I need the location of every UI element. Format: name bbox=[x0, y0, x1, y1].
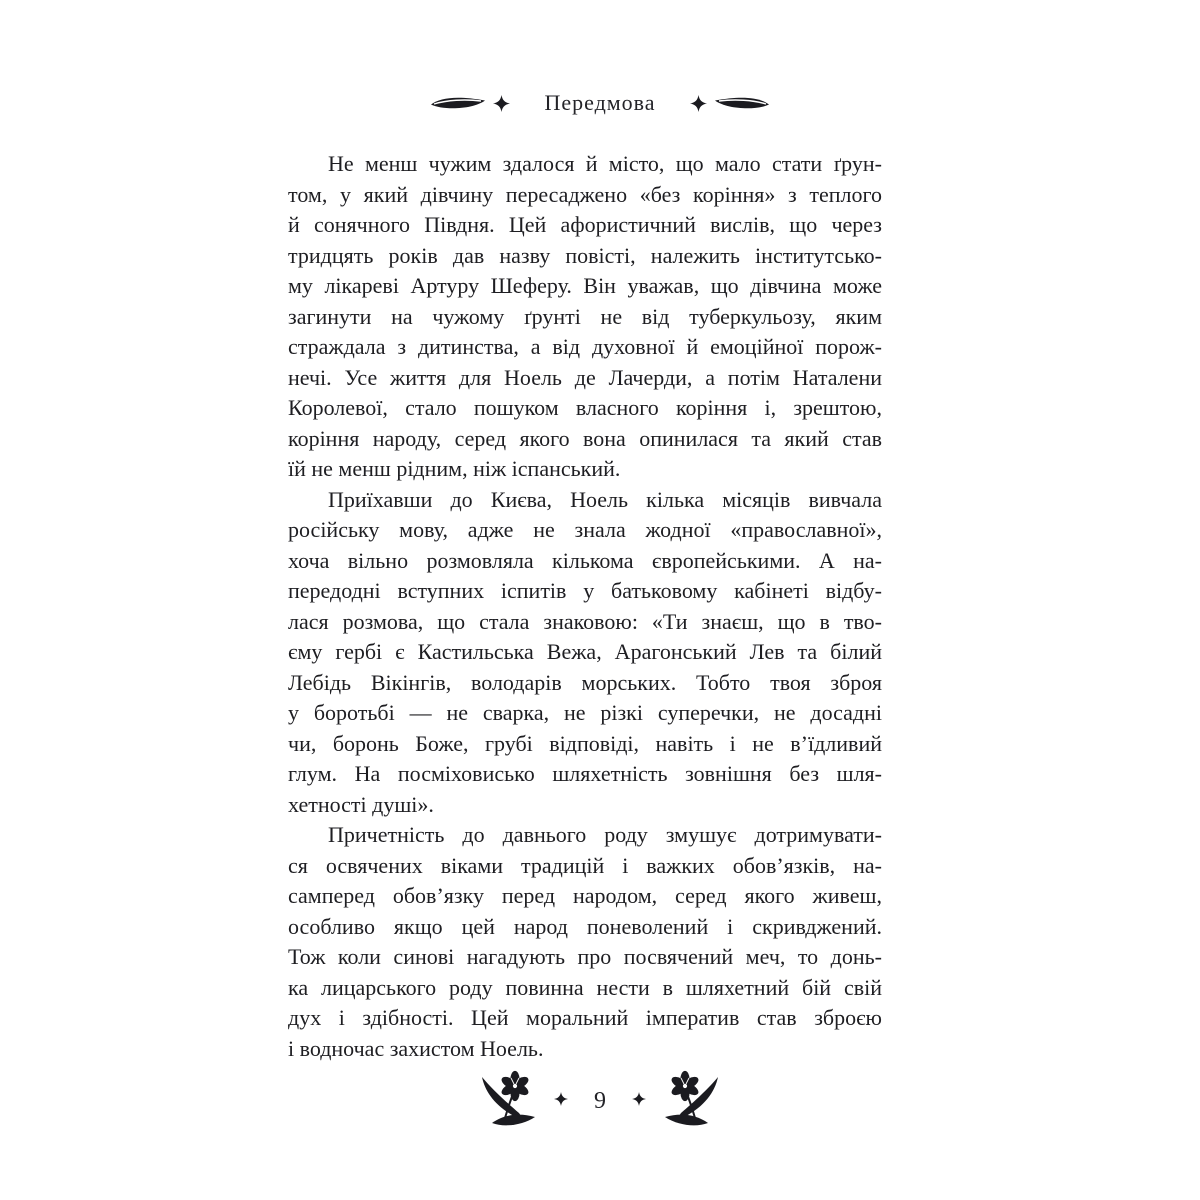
floral-spray-icon bbox=[475, 1070, 545, 1134]
text-line: чи, боронь Боже, грубі відповіді, навіть і не в’їдливий bbox=[288, 730, 882, 756]
text-line: Не менш чужим здалося й місто, що мало стати ґрун- bbox=[328, 151, 882, 176]
text-line: дух і здібності. Цей моральний імператив став зброєю bbox=[288, 1005, 882, 1030]
text-line: хоча вільно розмовляла кількома європейськими. А на- bbox=[288, 547, 882, 573]
text-line: лася розмова, що стала знаковою: «Ти знаєш, що в тво- bbox=[288, 608, 882, 634]
leaf-flourish-icon bbox=[430, 95, 486, 112]
text-line: їй не менш рідним, ніж іспанський. bbox=[288, 456, 621, 481]
chapter-title: Передмова bbox=[544, 90, 656, 115]
text-line: му лікареві Артуру Шеферу. Він уважав, що дівчина може bbox=[288, 273, 882, 298]
leaf-flourish-icon bbox=[714, 95, 770, 112]
text-line: самперед обов’язку перед народом, серед якого живеш, bbox=[288, 883, 882, 908]
paragraph bbox=[288, 149, 882, 485]
text-line: загинути на чужому ґрунті не від туберкульозу, яким bbox=[288, 303, 882, 329]
text-line: передодні вступних іспитів у батьковому кабінеті відбу- bbox=[288, 578, 882, 603]
body-text bbox=[288, 149, 882, 1064]
text-line: страждала з дитинства, а від духовної й емоційної порож- bbox=[288, 334, 882, 359]
text-line: особливо якщо цей народ поневолений і скривджений. bbox=[288, 913, 882, 939]
text-line: Приїхавши до Києва, Ноель кілька місяців вивчала bbox=[328, 486, 882, 512]
four-pointed-star-icon bbox=[690, 95, 707, 112]
four-pointed-star-icon bbox=[493, 95, 510, 112]
text-line: Причетність до давнього роду змушує дотримувати- bbox=[328, 822, 882, 847]
text-line: глум. На посміховисько шляхетність зовнішня без шля- bbox=[288, 761, 882, 786]
page-footer bbox=[0, 1062, 1200, 1136]
text-line: Королевої, стало пошуком власного коріння і, зрештою, bbox=[288, 395, 882, 420]
text-line: Тож коли синові нагадують про посвячений меч, то донь- bbox=[288, 944, 882, 969]
paragraph bbox=[288, 485, 882, 821]
text-line: ся освячених віками традицій і важких обов’язків, на- bbox=[288, 852, 882, 878]
page-number: 9 bbox=[594, 1088, 606, 1114]
text-line: російську мову, адже не знала жодної «православної», bbox=[288, 517, 882, 542]
text-line: й сонячного Півдня. Цей афористичний вислів, що через bbox=[288, 212, 882, 237]
text-line: тридцять років дав назву повісті, належить інститутсько- bbox=[288, 242, 882, 268]
four-pointed-star-icon bbox=[554, 1092, 568, 1106]
text-line: том, у який дівчину пересаджено «без коріння» з теплого bbox=[288, 181, 882, 207]
text-line: Лебідь Вікінгів, володарів морських. Тобто твоя зброя bbox=[288, 669, 882, 695]
chapter-header bbox=[0, 84, 1200, 122]
floral-spray-icon bbox=[655, 1070, 725, 1134]
text-line: хетності душі». bbox=[288, 791, 434, 817]
text-line: і водночас захистом Ноель. bbox=[288, 1035, 544, 1061]
four-pointed-star-icon bbox=[632, 1092, 646, 1106]
text-line: єму гербі є Кастильська Вежа, Арагонський Лев та білий bbox=[288, 639, 882, 664]
text-line: ка лицарського роду повинна нести в шляхетний бій свій bbox=[288, 974, 882, 1000]
text-line: у боротьбі — не сварка, не різкі суперечки, не досадні bbox=[288, 700, 882, 725]
text-line: коріння народу, серед якого вона опинилася та який став bbox=[288, 425, 882, 451]
text-line: нечі. Усе життя для Ноель де Лачерди, а потім Наталени bbox=[288, 364, 882, 390]
paragraph bbox=[288, 820, 882, 1064]
